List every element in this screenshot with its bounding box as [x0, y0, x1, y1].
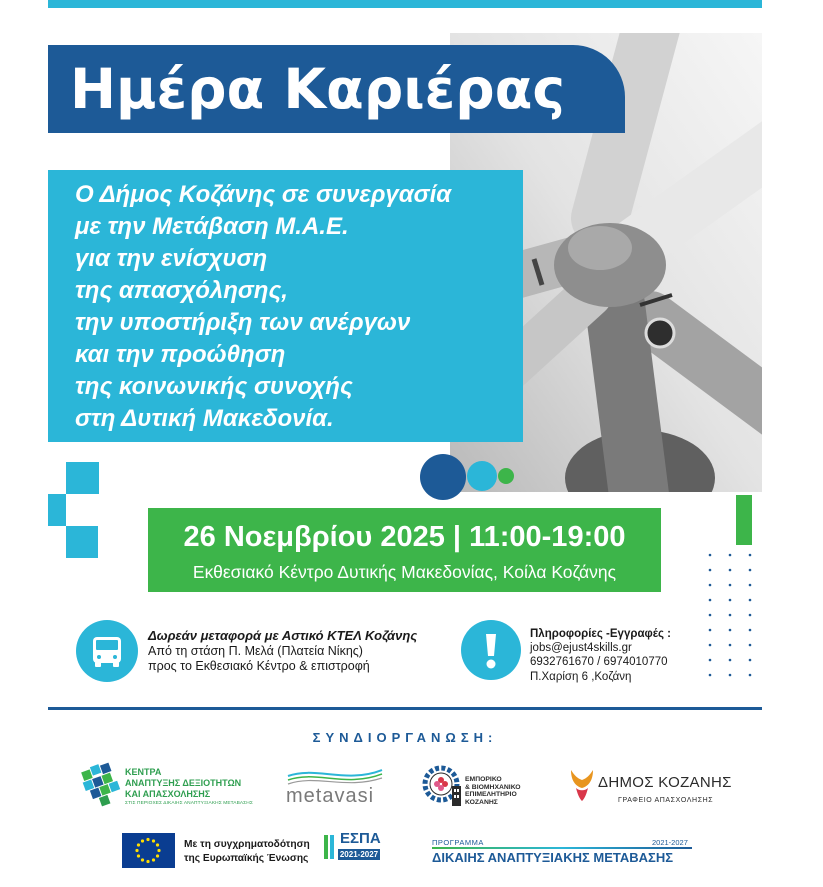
decor-dot — [729, 659, 732, 662]
kentra-logo-text: ΚΕΝΤΡΑ — [125, 767, 162, 777]
decor-dot — [729, 674, 732, 677]
decor-square — [48, 494, 66, 526]
eu-flag-icon — [122, 833, 175, 868]
transport-heading: Δωρεάν μεταφορά με Αστικό ΚΤΕΛ Κοζάνης — [148, 628, 418, 643]
photo-watch — [646, 319, 674, 347]
decor-dot — [709, 644, 712, 647]
chamber-logo-text: ΚΟΖΑΝΗΣ — [465, 798, 498, 806]
exclamation-icon — [461, 620, 521, 680]
decor-circle-green — [498, 468, 514, 484]
chamber-logo-text: ΕΠΙΜΕΛΗΤΗΡΙΟ — [465, 791, 517, 799]
transport-line: Από τη στάση Π. Μελά (Πλατεία Νίκης) — [148, 644, 363, 658]
info-email: jobs@ejust4skills.gr — [530, 642, 632, 654]
decor-dot-grid — [700, 550, 760, 680]
decor-dot — [749, 569, 752, 572]
decor-dot — [729, 644, 732, 647]
decor-dot — [729, 584, 732, 587]
decor-dot — [709, 674, 712, 677]
decor-circle-blue — [420, 454, 466, 500]
intro-line: της απασχόλησης, — [75, 277, 288, 304]
chamber-logo-icon — [422, 764, 464, 808]
kentra-logo-icon — [80, 758, 124, 808]
info-phones: 6932761670 / 6974010770 — [530, 656, 668, 668]
dimos-logo-icon — [569, 768, 595, 802]
eu-cofunding-text: Με τη συγχρηματοδότηση — [184, 839, 310, 850]
decor-dot — [749, 659, 752, 662]
transport-line: προς το Εκθεσιακό Κέντρο & επιστροφή — [148, 659, 370, 673]
decor-dot — [749, 554, 752, 557]
kentra-logo-text: ΑΝΑΠΤΥΞΗΣ ΔΕΞΙΟΤΗΤΩΝ — [125, 778, 242, 788]
event-venue: Εκθεσιακό Κέντρο Δυτικής Μακεδονίας, Κοίλα Κοζάνης — [192, 562, 617, 582]
decor-dot — [709, 614, 712, 617]
decor-dot — [709, 599, 712, 602]
espa-logo-text: ΕΣΠΑ — [340, 830, 381, 847]
decor-dot — [749, 644, 752, 647]
photo-arm — [615, 305, 640, 492]
event-date-time: 26 Νοεμβρίου 2025 | 11:00-19:00 — [183, 521, 626, 553]
chamber-logo-text: & ΒΙΟΜΗΧΑΝΙΚΟ — [465, 783, 521, 791]
dimos-logo-text: ΔΗΜΟΣ ΚΟΖΑΝΗΣ — [598, 774, 732, 791]
decor-dot — [709, 584, 712, 587]
photo-hands-cluster — [568, 226, 632, 270]
event-box — [148, 508, 661, 592]
intro-line: την υποστήριξη των ανέργων — [75, 309, 411, 336]
decor-dot — [729, 614, 732, 617]
decor-dot — [729, 569, 732, 572]
section-divider — [48, 707, 762, 710]
intro-line: για την ενίσχυση — [75, 245, 268, 272]
decor-dot — [709, 569, 712, 572]
decor-dot — [749, 584, 752, 587]
kentra-logo-text: ΚΑΙ ΑΠΑΣΧΟΛΗΣΗΣ — [125, 789, 211, 799]
decor-circle-cyan — [467, 461, 497, 491]
info-heading: Πληροφορίες -Εγγραφές : — [530, 628, 671, 640]
decor-dot — [749, 599, 752, 602]
eu-cofunding-text: της Ευρωπαϊκής Ένωσης — [184, 853, 309, 864]
decor-dot — [709, 659, 712, 662]
decor-dot — [709, 554, 712, 557]
decor-dot — [729, 554, 732, 557]
kentra-logo-tagline: ΣΤΙΣ ΠΕΡΙΟΧΕΣ ΔΙΚΑΙΗΣ ΑΝΑΠΤΥΞΙΑΚΗΣ ΜΕΤΑΒΑΣΗΣ — [125, 801, 253, 806]
dimos-logo-office: ΓΡΑΦΕΙΟ ΑΠΑΣΧΟΛΗΣΗΣ — [618, 797, 714, 804]
decor-dot — [749, 614, 752, 617]
bus-icon-glyph — [76, 620, 138, 682]
intro-line: Ο Δήμος Κοζάνης σε συνεργασία — [75, 181, 452, 208]
intro-line: της κοινωνικής συνοχής — [75, 373, 353, 400]
co-organizers-label: ΣΥΝΔΙΟΡΓΑΝΩΣΗ: — [312, 730, 498, 745]
decor-dot — [749, 674, 752, 677]
decor-green-bar — [736, 495, 752, 545]
decor-square — [66, 526, 98, 558]
espa-logo-icon — [322, 833, 338, 861]
bus-icon — [76, 620, 138, 682]
top-accent-bar — [48, 0, 762, 8]
chamber-logo-text: ΕΜΠΟΡΙΚΟ — [465, 776, 502, 783]
exclamation-icon-glyph — [461, 620, 521, 680]
title-banner — [48, 45, 625, 133]
program-rule — [432, 847, 692, 849]
intro-line: και την προώθηση — [75, 341, 286, 368]
decor-dot — [749, 629, 752, 632]
metavasi-logo-text: metavasi — [286, 785, 375, 807]
decor-square — [66, 462, 99, 494]
decor-dot — [709, 629, 712, 632]
decor-dot — [729, 629, 732, 632]
program-label: ΠΡΟΓΡΑΜΜΑ — [432, 838, 484, 847]
page-title: Ημέρα Καριέρας — [70, 57, 565, 121]
intro-box — [48, 170, 523, 442]
espa-logo-period: 2021-2027 — [339, 850, 379, 859]
program-period: 2021-2027 — [652, 838, 688, 847]
intro-line: στη Δυτική Μακεδονία. — [75, 405, 334, 432]
intro-line: με την Μετάβαση Μ.Α.Ε. — [75, 213, 349, 240]
info-address: Π.Χαρίση 6 ,Κοζάνη — [530, 671, 632, 683]
program-name: ΔΙΚΑΙΗΣ ΑΝΑΠΤΥΞΙΑΚΗΣ ΜΕΤΑΒΑΣΗΣ — [432, 850, 674, 865]
decor-dot — [729, 599, 732, 602]
